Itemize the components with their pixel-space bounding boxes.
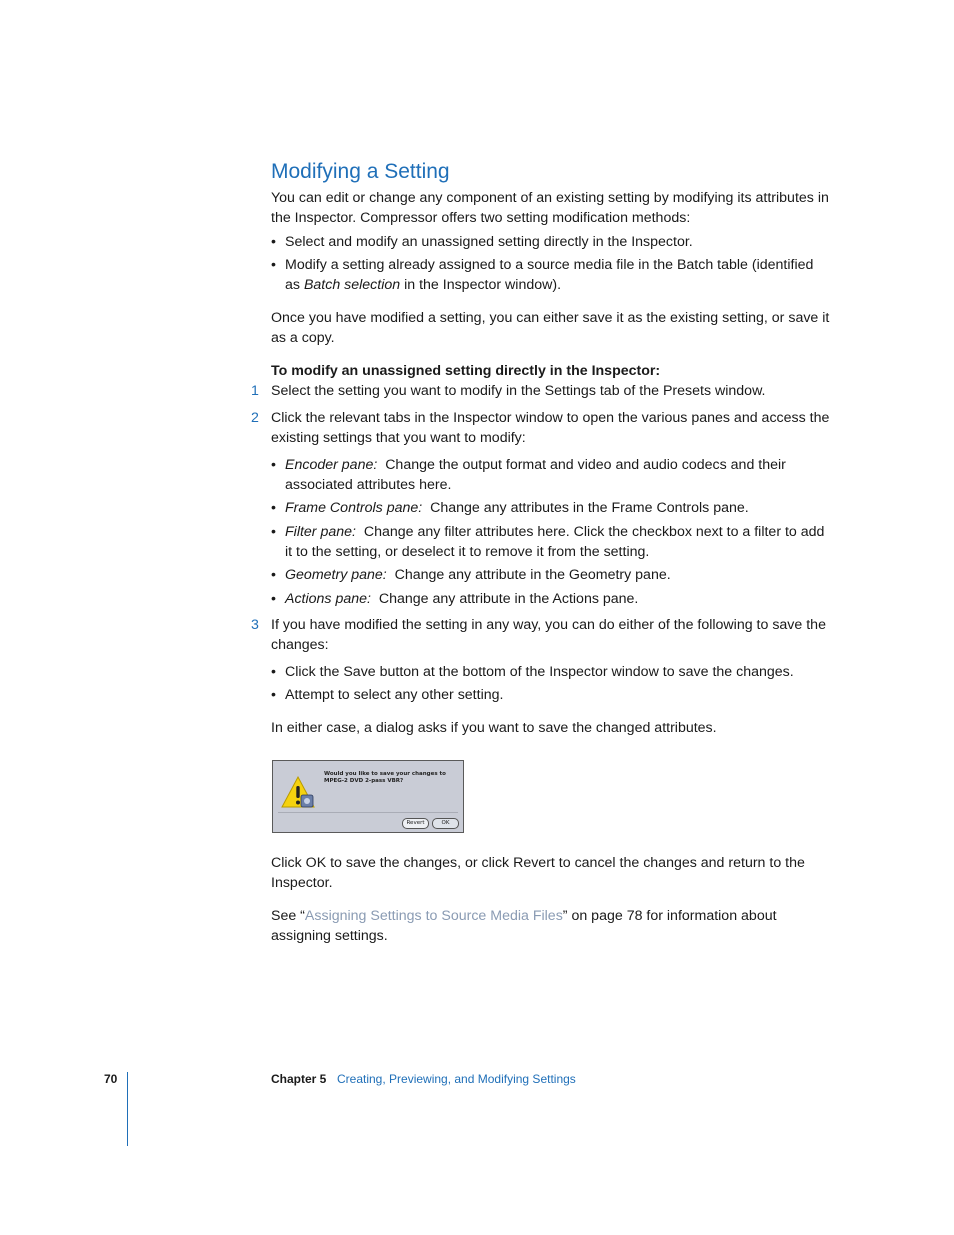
bullet-icon: • [271, 664, 276, 680]
batch-selection-term: Batch selection [303, 277, 401, 293]
pane-label: Frame Controls pane: [285, 500, 423, 516]
pane-label: Encoder pane: [285, 457, 378, 473]
method-text: Select and modify an unassigned setting directly in the Inspector. [285, 234, 693, 250]
pane-description: Change any filter attributes here. Click the checkbox next to a filter to add it to the setting, or deselect it to remove it from the setting. [285, 524, 825, 560]
bullet-icon: • [271, 524, 276, 540]
save-changes-dialog-figure [272, 760, 464, 833]
page-number: 70 [104, 1072, 118, 1086]
bullet-icon: • [271, 567, 276, 583]
step-text: Select the setting you want to modify in the Settings tab of the Presets window. [271, 383, 766, 399]
bullet-icon: • [271, 500, 276, 516]
pane-label: Filter pane: [285, 524, 356, 540]
closing-paragraph: Click OK to save the changes, or click Revert to cancel the changes and return to the Inspector. [271, 855, 805, 891]
pane-description: Change any attribute in the Geometry pane. [394, 567, 671, 583]
ok-button: OK [432, 818, 459, 829]
step-text: Click the relevant tabs in the Inspector window to open the various panes and access the existing settings that you want to modify: [271, 410, 830, 446]
bullet-icon: • [271, 457, 276, 473]
intro-paragraph: You can edit or change any component of an existing setting by modifying its attributes in the Inspector. Compressor offers two setting modification methods: [271, 190, 829, 226]
pane-description: Change any attribute in the Actions pane. [378, 591, 639, 607]
procedure-heading: To modify an unassigned setting directly in the Inspector: [271, 363, 661, 379]
dialog-divider [278, 812, 458, 813]
bullet-icon: • [271, 234, 276, 250]
bullet-icon: • [271, 687, 276, 703]
dialog-message: Would you like to save your changes to MPEG-2 DVD 2-pass VBR? [324, 771, 446, 784]
dialog-note: In either case, a dialog asks if you want to save the changed attributes. [271, 720, 717, 736]
pane-label: Actions pane: [285, 591, 371, 607]
bullet-icon: • [271, 257, 276, 273]
save-option-text: Click the Save button at the bottom of the Inspector window to save the changes. [285, 664, 794, 680]
pane-description: Change the output format and video and audio codecs and their associated attributes here. [285, 457, 786, 493]
footer-rule [127, 1072, 128, 1146]
chapter-title: Creating, Previewing, and Modifying Settings [337, 1072, 576, 1086]
pane-label: Geometry pane: [285, 567, 387, 583]
method-text: Modify a setting already assigned to a source media file in the Batch table (identified as Batch selection in the Inspector window). [285, 257, 814, 293]
chapter-label: Chapter 5 [271, 1072, 327, 1086]
save-option-text: Attempt to select any other setting. [285, 687, 504, 703]
section-title: Modifying a Setting [271, 160, 450, 183]
step-number: 3 [251, 617, 259, 633]
save-options-paragraph: Once you have modified a setting, you can either save it as the existing setting, or save it as a copy. [271, 310, 830, 346]
step-text: If you have modified the setting in any way, you can do either of the following to save the changes: [271, 617, 826, 653]
step-number: 1 [251, 383, 259, 399]
warning-icon [281, 775, 315, 809]
revert-button: Revert [402, 818, 429, 829]
bullet-icon: • [271, 591, 276, 607]
pane-description: Change any attributes in the Frame Controls pane. [430, 500, 749, 516]
cross-reference-link[interactable]: Assigning Settings to Source Media Files [304, 908, 563, 924]
see-also-paragraph: See “Assigning Settings to Source Media Files” on page 78 for information about assigning settings. [271, 908, 777, 944]
step-number: 2 [251, 410, 259, 426]
